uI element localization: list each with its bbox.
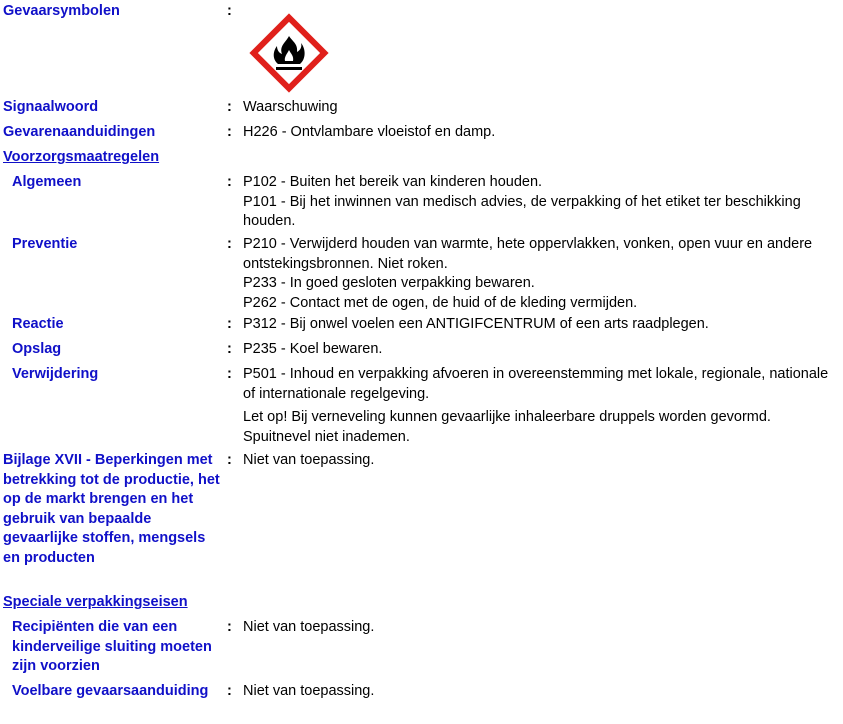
hazard-statements-value: H226 - Ontvlambare vloeistof en damp.	[243, 124, 496, 140]
prevention-label: Preventie	[12, 236, 78, 252]
statement-line: P101 - Bij het inwinnen van medisch advies, de verpakking of het etiket ter beschikking houden.	[243, 193, 801, 229]
colon: :	[227, 99, 232, 115]
annex-xvii-label: Bijlage XVII - Beperkingen met betrekking tot de productie, het op de markt brengen en het gebruik van bepaalde gevaarlijke stoffen, mengsels en producten	[3, 452, 220, 566]
signal-word-label: Signaalwoord	[3, 99, 99, 115]
statement-line: P312 - Bij onwel voelen een ANTIGIFCENTRUM of een arts raadplegen.	[243, 316, 709, 332]
storage-label: Opslag	[12, 341, 62, 357]
colon: :	[227, 3, 232, 19]
hazard-statements-label: Gevarenaanduidingen	[3, 124, 156, 140]
colon: :	[227, 174, 232, 190]
colon: :	[227, 124, 232, 140]
colon: :	[227, 452, 232, 468]
colon: :	[227, 683, 232, 699]
disposal-label: Verwijdering	[12, 366, 99, 382]
response-label: Reactie	[12, 316, 64, 332]
statement-line: P233 - In goed gesloten verpakking bewaren.	[243, 275, 535, 291]
response-value	[243, 315, 839, 335]
statement-line: P102 - Buiten het bereik van kinderen houden.	[243, 174, 543, 190]
colon: :	[227, 236, 232, 252]
annex-xvii-value: Niet van toepassing.	[243, 452, 375, 468]
statement-line: P210 - Verwijderd houden van warmte, hete oppervlakken, vonken, open vuur en andere ontstekingsbronnen. Niet roken.	[243, 236, 813, 272]
statement-line: P262 - Contact met de ogen, de huid of de kleding vermijden.	[243, 294, 638, 311]
tactile-warning-value: Niet van toepassing.	[243, 683, 375, 699]
colon: :	[227, 316, 232, 332]
signal-word-value: Waarschuwing	[243, 99, 338, 115]
general-label: Algemeen	[12, 174, 82, 190]
storage-value	[243, 340, 839, 360]
statement-line: P235 - Koel bewaren.	[243, 341, 383, 357]
child-resistant-label: Recipiënten die van een kinderveilige sluiting moeten zijn voorzien	[12, 619, 212, 674]
hazard-symbols-label: Gevaarsymbolen	[3, 3, 120, 19]
general-value	[243, 173, 839, 232]
tactile-warning-label: Voelbare gevaarsaanduiding	[12, 683, 209, 699]
child-resistant-value: Niet van toepassing.	[243, 619, 375, 635]
prevention-value	[243, 235, 839, 313]
statement-line: Let op! Bij verneveling kunnen gevaarlijke inhaleerbare druppels worden gevormd. Spuitnevel niet inademen.	[243, 409, 771, 445]
flame-icon	[246, 10, 332, 96]
colon: :	[227, 341, 232, 357]
statement-line: P501 - Inhoud en verpakking afvoeren in overeenstemming met lokale, regionale, nationale of internationale regelgeving.	[243, 366, 829, 402]
precautions-heading: Voorzorgsmaatregelen	[3, 149, 160, 165]
colon: :	[227, 619, 232, 635]
colon: :	[227, 366, 232, 382]
disposal-value	[243, 365, 839, 447]
packaging-heading: Speciale verpakkingseisen	[3, 594, 188, 610]
